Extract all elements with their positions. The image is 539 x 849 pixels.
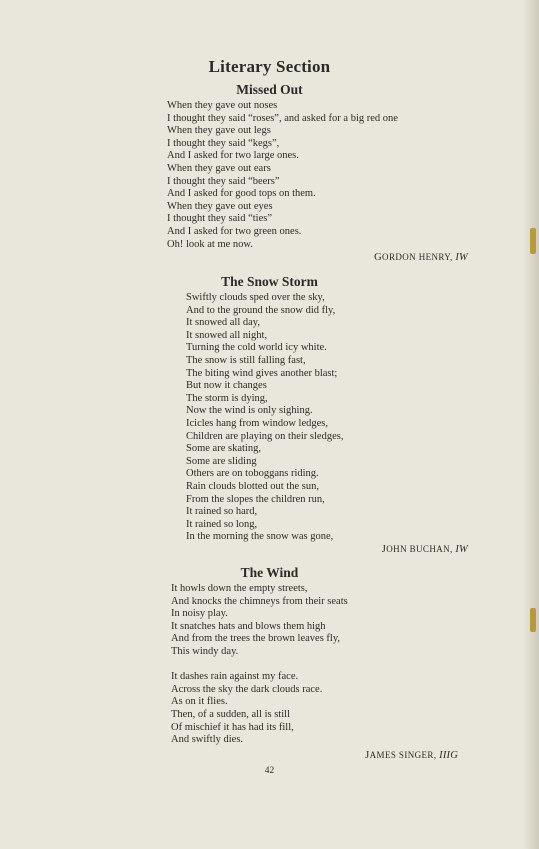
- poem-line: Icicles hang from window ledges,: [186, 417, 329, 429]
- poem-author: [382, 544, 468, 555]
- section-title: Literary Section: [208, 57, 331, 76]
- poem-line: And swiftly dies.: [171, 734, 244, 746]
- poem-line: It snowed all day,: [186, 317, 260, 329]
- poem-line: And I asked for two green ones.: [167, 225, 302, 237]
- poem-line: But now it changes: [186, 380, 267, 392]
- poem-line: And knocks the chimneys from their seats: [171, 595, 348, 607]
- author-name: ORDON HENRY,: [382, 252, 456, 262]
- poem-line: From the slopes the children run,: [186, 493, 325, 505]
- poem-line: Of mischief it has had its fill,: [171, 721, 294, 733]
- poem-line: Oh! look at me now.: [167, 238, 253, 250]
- poem-line: And to the ground the snow did fly,: [186, 304, 336, 316]
- poem-title: The Snow Storm: [221, 274, 318, 289]
- page-tab-marker: [530, 228, 536, 254]
- poem-line: Some are skating,: [186, 443, 261, 455]
- poem-line: When they gave out ears: [167, 162, 271, 174]
- poem-line: It dashes rain against my face.: [171, 671, 299, 683]
- poem-line: And I asked for two large ones.: [167, 150, 299, 162]
- poem-line: Swiftly clouds sped over the sky,: [186, 292, 325, 303]
- poem-line: As on it flies.: [171, 696, 228, 708]
- poem-title: The Wind: [240, 565, 299, 580]
- poem-line: It rained so hard,: [186, 506, 258, 518]
- poem-author: [374, 252, 468, 263]
- poem-line: It rained so long,: [186, 518, 258, 530]
- poem-line: Children are playing on their sledges,: [186, 430, 344, 442]
- poem-line: Now the wind is only sighing.: [186, 405, 313, 417]
- poem-line: It howls down the empty streets,: [171, 583, 308, 594]
- poem-line: In noisy play.: [171, 608, 228, 620]
- author-form: IIIG: [439, 750, 458, 761]
- poem-line: Some are sliding: [186, 455, 257, 467]
- poem-line: Others are on toboggans riding.: [186, 468, 319, 480]
- poem-line: And I asked for good tops on them.: [167, 188, 316, 200]
- poem-line: Then, of a sudden, all is still: [171, 708, 290, 720]
- poem-line: I thought they said “beers”: [167, 175, 280, 187]
- author-initial: J: [381, 544, 387, 555]
- poem-line: The storm is dying,: [186, 392, 268, 404]
- poem-line: Turning the cold world icy white.: [186, 342, 327, 354]
- page-edge-shadow: [523, 0, 539, 849]
- poem-line: In the morning the snow was gone,: [186, 531, 334, 543]
- poem-line: Across the sky the dark clouds race.: [171, 683, 323, 695]
- poem-line: Rain clouds blotted out the sun,: [186, 480, 319, 492]
- poem-author: [365, 750, 458, 761]
- poem-body: [186, 292, 343, 544]
- poem-line: When they gave out eyes: [167, 200, 273, 212]
- poem-title: Missed Out: [236, 82, 303, 97]
- page-tab-marker: [530, 608, 536, 632]
- poem-line: I thought they said “kegs”,: [167, 137, 280, 149]
- author-form: IW: [455, 252, 468, 263]
- poem-line: And from the trees the brown leaves fly,: [171, 633, 341, 645]
- page-number: 42: [264, 766, 275, 776]
- poem-line: The snow is still falling fast,: [186, 354, 306, 366]
- author-form: IW: [455, 544, 468, 555]
- author-initial: G: [374, 252, 383, 263]
- poem-line: When they gave out legs: [167, 125, 271, 137]
- poem-line: It snowed all night,: [186, 329, 268, 341]
- author-name: OHN BUCHAN,: [386, 544, 456, 554]
- stanza-break: [171, 659, 348, 672]
- poem-body: [167, 100, 398, 251]
- poem-line: I thought they said “roses”, and asked for a big red one: [167, 112, 398, 124]
- poem-line: I thought they said “ties”: [167, 213, 272, 225]
- poem-line: The biting wind gives another blast;: [186, 367, 338, 379]
- author-name: AMES SINGER,: [369, 750, 440, 760]
- poem-body: [171, 583, 348, 747]
- author-initial: J: [365, 750, 370, 761]
- poem-line: This windy day.: [171, 645, 239, 657]
- poem-line: It snatches hats and blows them high: [171, 620, 326, 632]
- poem-line: When they gave out noses: [167, 100, 278, 111]
